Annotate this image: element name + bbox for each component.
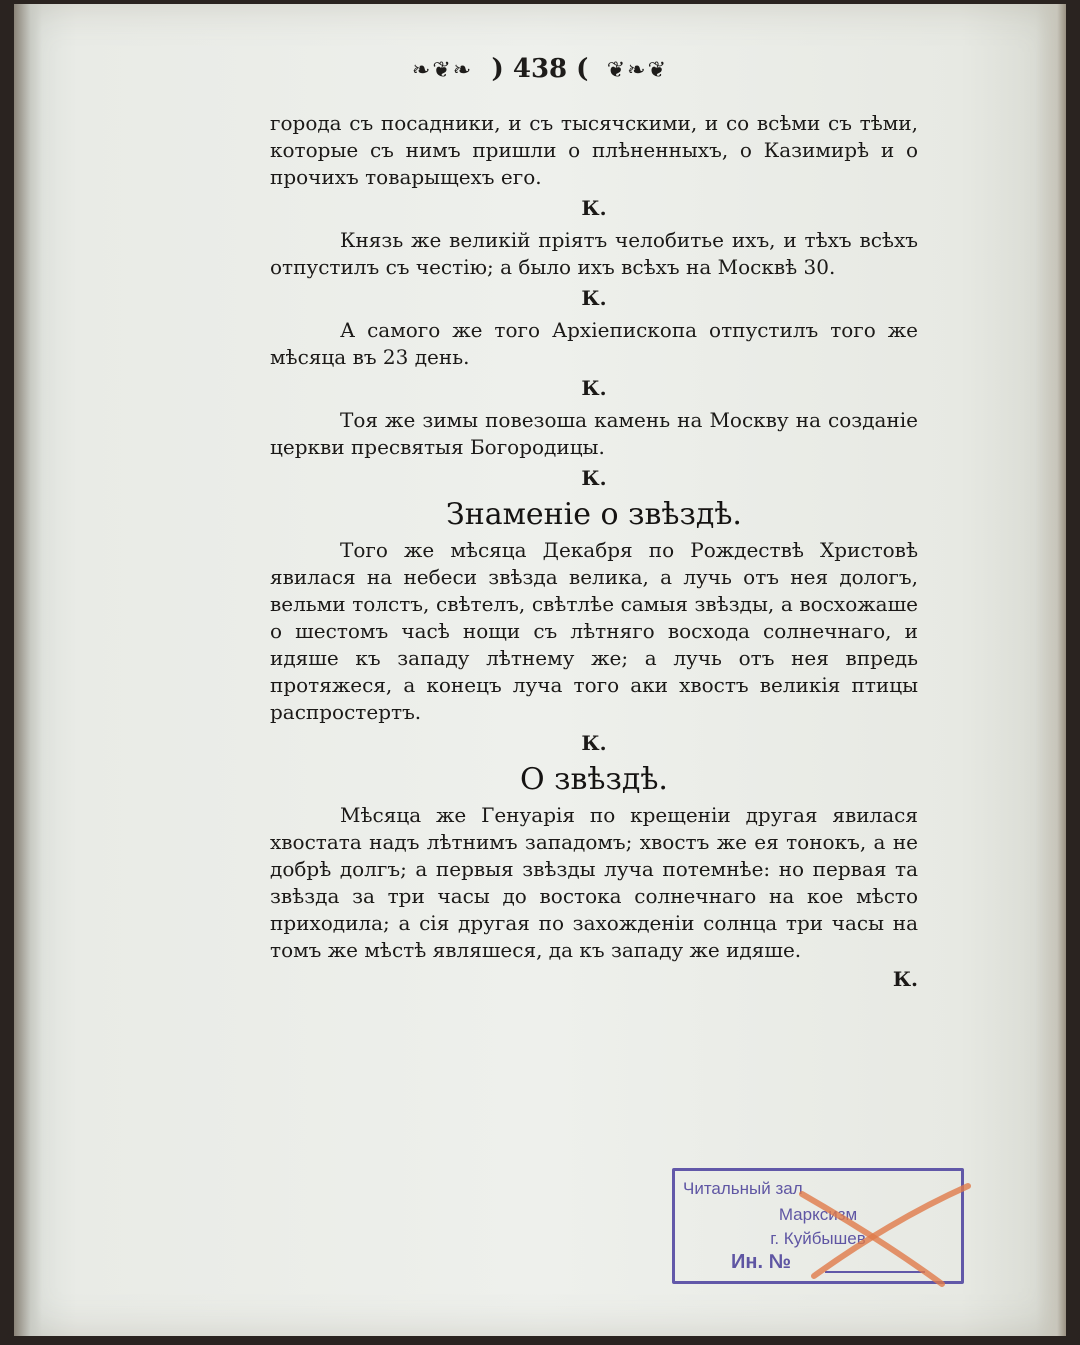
cancel-cross-mark [792,1180,972,1290]
ornament-left: ❧❦❧ [411,58,474,83]
section-mark-5: К. [581,731,607,755]
heading-o-zvezde: О звѣздѣ. [520,762,668,797]
page-header [14,54,1066,84]
section-mark-1: К. [581,196,607,220]
stamp-line-1: Читальный зал [683,1179,803,1198]
paragraph-2: Князь же великій пріятъ челобитье ихъ, и тѣхъ всѣхъ отпустилъ съ честію; а было ихъ всѣхъ на Москвѣ 30. [270,228,918,279]
paragraph-6: Мѣсяца же Генуарія по крещеніи другая явилася хвостата надъ лѣтнимъ западомъ; хвостъ же ея тонокъ, а не добрѣ долгъ; а первыя звѣзды луча потемнѣе: но первая та звѣзда за три часы до востока солнечнаго на кое мѣсто приходила; а сія другая по захожденіи солнца три часы на томъ же мѣстѣ являшеся, да къ западу же идяше. [270,803,918,962]
section-mark-3: К. [581,376,607,400]
ornament-right: ❦❧❦ [606,58,669,83]
book-page [14,4,1066,1336]
page-number: ) 438 ( [491,54,589,84]
stamp-line-2: Марксизм [778,1205,858,1224]
section-mark-6: К. [892,967,918,991]
section-mark-2: К. [581,286,607,310]
heading-znamenie: Знаменіе о звѣздѣ. [446,497,742,532]
paragraph-3: А самого же того Архіепископа отпустилъ того же мѣсяца въ 23 день. [270,318,918,369]
stamp-inventory-label: Ин. № [731,1251,791,1273]
section-mark-4: К. [581,466,607,490]
stamp-line-3: г. Куйбышев [770,1229,866,1248]
paragraph-4: Тоя же зимы повезоша камень на Москву на созданіе церкви пресвятыя Богородицы. [270,408,918,459]
page-edge [1036,4,1066,1336]
binding-shadow [14,4,42,1336]
paragraph-5: Того же мѣсяца Декабря по Рождествѣ Христовѣ явилася на небеси звѣзда велика, а лучь отъ нея дологъ, вельми толстъ, свѣтелъ, свѣтлѣе самыя звѣзды, а восхожаше о шестомъ часѣ нощи съ лѣтняго восхода солнечнаго, и идяше къ западу лѣтнему же; а лучь отъ нея впредь протяжеся, а конецъ луча того аки хвостъ великія птицы распростертъ. [270,538,918,724]
text-block [270,110,918,993]
paragraph-1: города съ посадники, и съ тысячскими, и со всѣми съ тѣми, которые съ нимъ пришли о плѣненныхъ, о Казимирѣ и о прочихъ товарыщехъ его. [270,111,918,189]
